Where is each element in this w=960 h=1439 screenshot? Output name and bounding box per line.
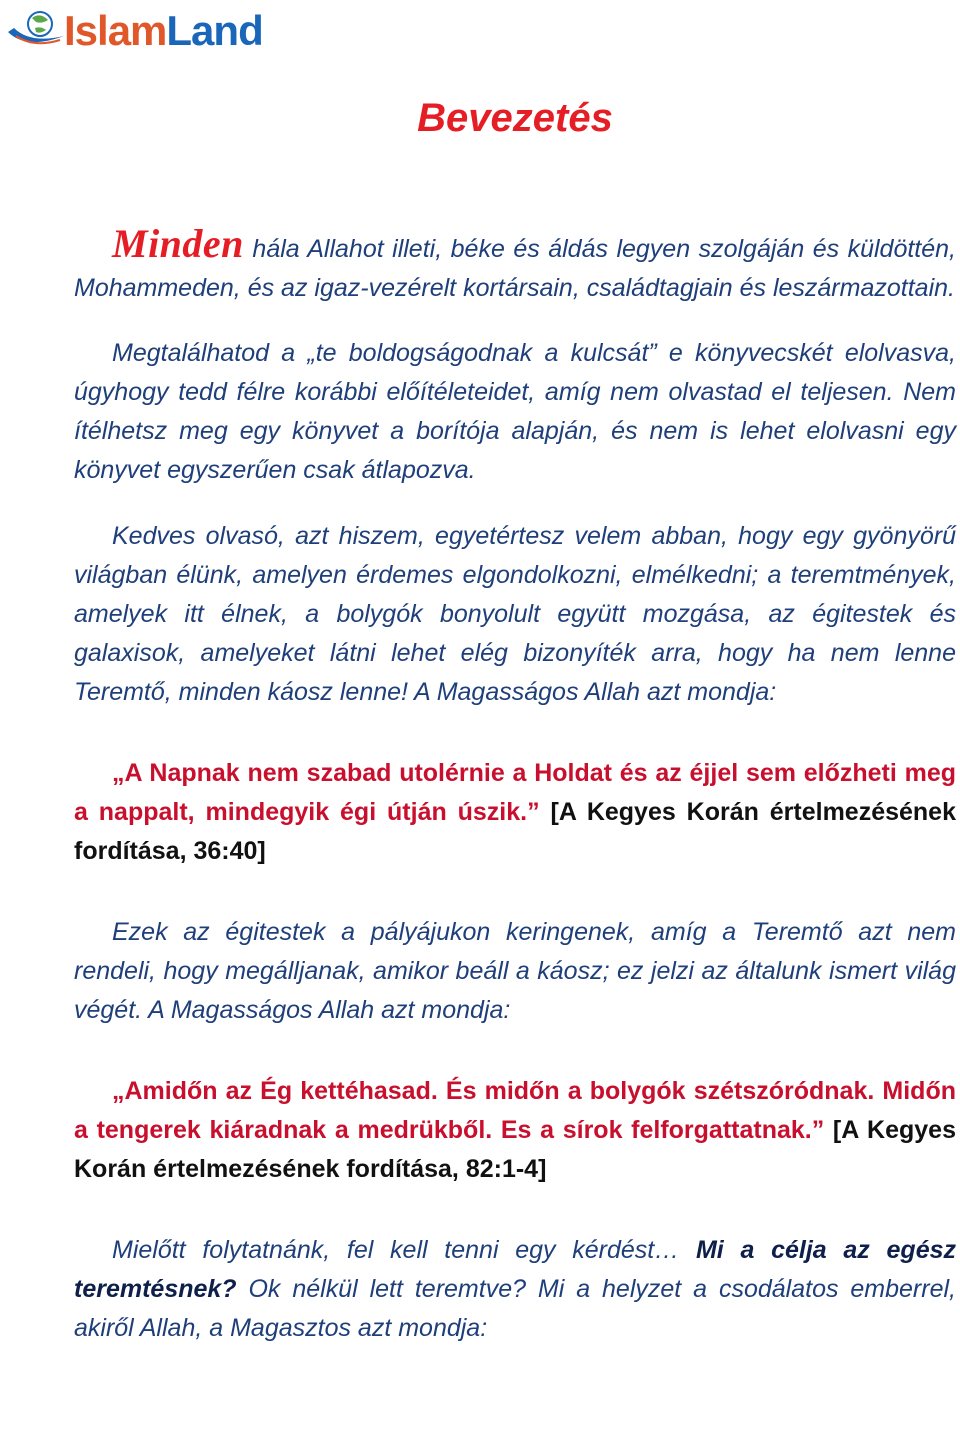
quran-quote-2: „Amidőn az Ég kettéhasad. És midőn a bolygók szétszóródnak. Midőn a tengerek kiáradnak a medrükből. Es a sírok felforgattatnak.” [74,1077,956,1144]
dropcap-word: Minden [112,221,244,266]
paragraph-intro [74,221,956,308]
quote-reference-2: [A Kegyes Korán értelmezésének fordítása, 82:1-4] [74,1116,956,1183]
question-bold: Mi a célja az egész teremtésnek? [74,1236,956,1303]
logo-text-islam: Islam [64,7,167,54]
quote-block-2 [74,1072,956,1189]
logo-text [64,7,263,54]
quote-block-1 [74,754,956,871]
paragraph-key: Megtalálhatod a „te boldogságodnak a kulcsát” e könyvecskét elolvasva, úgyhogy tedd félre korábbi előítéleteidet, amíg nem olvastad el teljesen. Nem ítélhetsz meg egy könyvet a borítója alapján, és nem is lehet elolvasni egy könyvet egyszerűen csak átlapozva. [74,339,956,484]
document-body [74,221,956,1348]
paragraph-intro-text: hála Allahot illeti, béke és áldás legyen szolgáján és küldöttén, Mohammeden, és az igaz-vezérelt kortársain, családtagjain és leszármazottain. [74,235,956,302]
quran-quote-1: „A Napnak nem szabad utolérnie a Holdat és az éjjel sem előzheti meg a nappalt, mindegyik égi útján úszik.” [74,759,956,826]
paragraph-world: Kedves olvasó, azt hiszem, egyetértesz velem abban, hogy egy gyönyörű világban élünk, amelyen érdemes elgondolkozni, elmélkedni; a teremtmények, amelyek itt élnek, a bolygók bonyolult együtt mozgása, az égitestek és galaxisok, amelyeket látni lehet elég bizonyíték arra, hogy ha nem lenne Teremtő, minden káosz lenne! A Magasságos Allah azt mondja: [74,522,956,706]
globe-swoosh-icon [6,6,68,56]
paragraph-question [74,1231,956,1348]
question-pre: Mielőtt folytatnánk, fel kell tenni egy kérdést… [112,1236,696,1264]
logo-text-land: Land [166,7,263,54]
paragraph-celestial: Ezek az égitestek a pályájukon keringenek, amíg a Teremtő azt nem rendeli, hogy megálljanak, amikor beáll a káosz; ez jelzi az általunk ismert világ végét. A Magasságos Allah azt mondja: [74,918,956,1024]
quote-reference-1: [A Kegyes Korán értelmezésének fordítása, 36:40] [74,798,956,865]
question-post: Ok nélkül lett teremtve? Mi a helyzet a csodálatos emberrel, akiről Allah, a Magasztos azt mondja: [74,1275,956,1342]
site-logo[interactable] [6,6,263,56]
page-title: Bevezetés [417,96,613,140]
